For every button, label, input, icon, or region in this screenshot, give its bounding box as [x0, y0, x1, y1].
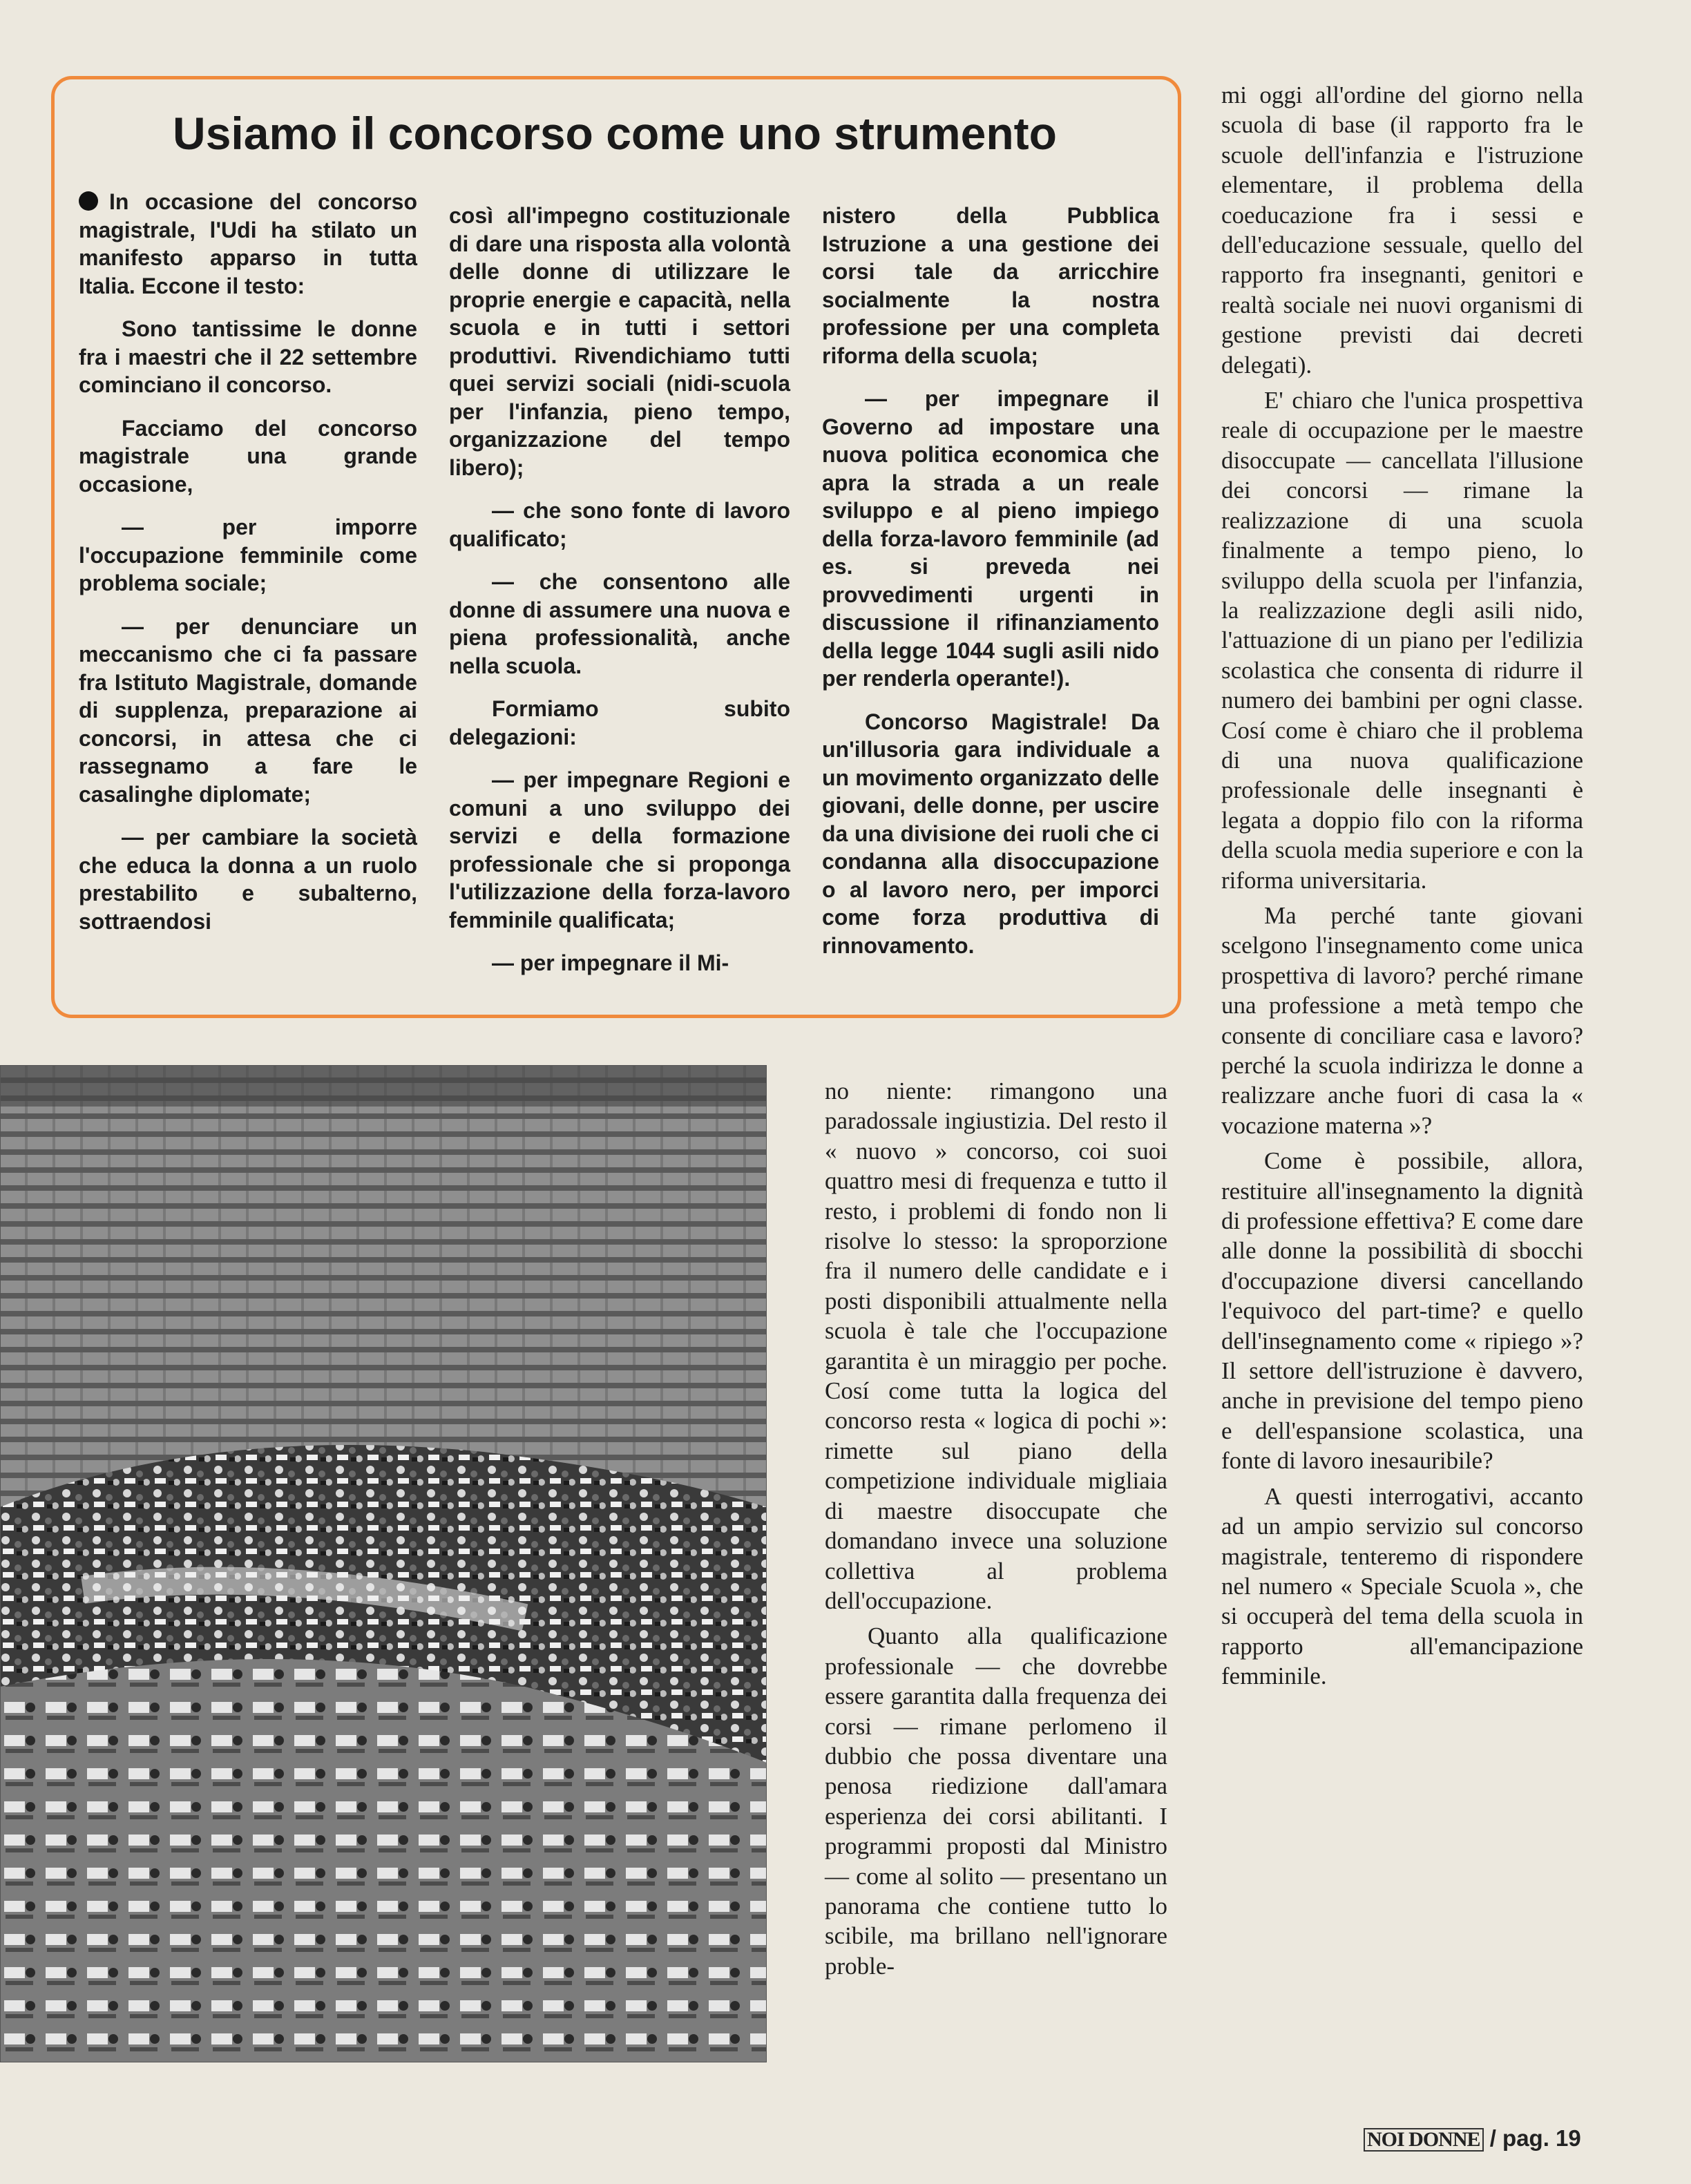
manifesto-paragraph: così all'impegno costituzionale di dare una risposta alla volontà delle donne di utilizzare le proprie energie e capacità, nella scuola e in tutti i settori produttivi. Rivendichiamo tutti quei servizi sociali (nidi-scuola per l'infanzia, pieno tempo, organizzazione del tempo libero);	[449, 203, 790, 480]
footer-separator: /	[1489, 2125, 1496, 2151]
manifesto-column-2	[449, 202, 790, 993]
manifesto-paragraph: nistero della Pubblica Istruzione a una gestione dei corsi tale da arricchire socialmente la nostra professione per una completa riforma della scuola;	[822, 203, 1159, 368]
manifesto-paragraph: Facciamo del concorso magistrale una grande occasione,	[79, 415, 417, 497]
page-footer	[1364, 2125, 1691, 2152]
manifesto-paragraph: Formiamo subito delegazioni:	[449, 696, 790, 749]
magazine-logo: NOI DONNE	[1364, 2128, 1484, 2152]
manifesto-paragraph: Sono tantissime le donne fra i maestri che il 22 settembre cominciano il concorso.	[79, 316, 417, 397]
manifesto-paragraph: — che sono fonte di lavoro qualificato;	[449, 498, 790, 551]
manifesto-paragraph: — per imporre l'occupazione femminile come problema sociale;	[79, 515, 417, 595]
manifesto-column-3	[822, 202, 1159, 975]
manifesto-paragraph: — che consentono alle donne di assumere una nuova e piena professionalità, anche nella scuola.	[449, 569, 790, 678]
manifesto-paragraph: — per cambiare la società che educa la donna a un ruolo prestabilito e subalterno, sottraendosi	[79, 825, 417, 934]
manifesto-paragraph: In occasione del concorso magistrale, l'Udi ha stilato un manifesto apparso in tutta Italia. Eccone il testo:	[79, 189, 417, 298]
arena-photo	[0, 1065, 767, 2062]
manifesto-paragraph: — per denunciare un meccanismo che ci fa passare fra Istituto Magistrale, domande di supplenza, preparazione ai concorsi, in attesa che ci rassegnamo a fare le casalinghe diplomate;	[79, 613, 417, 807]
article-paragraph: Ma perché tante giovani scelgono l'insegnamento come unica prospettiva di lavoro? perché rimane una professione a metà tempo che consente di conciliare casa e lavoro? perché la scuola indirizza le donne a realizzare anche fuori di casa la « vocazione materna »?	[1221, 901, 1583, 1139]
article-paragraph: E' chiaro che l'unica prospettiva reale di occupazione per le maestre disoccupate — cancellata l'illusione dei concorsi — rimane la realizzazione di una scuola finalmente a tempo pieno, lo sviluppo della scuola per l'infanzia, la realizzazione degli asili nido, l'attuazione di un piano per l'edilizia scolastica che consenta di ridurre il numero dei bambini per ogni classe. Cosí come è chiaro che il problema di una nuova qualificazione professionale delle insegnanti è legata a doppio filo con la riforma della scuola media superiore e con la riforma universitaria.	[1221, 387, 1583, 894]
manifesto-paragraph: — per impegnare Regioni e comuni a uno sviluppo dei servizi e della formazione professionale che si proponga l'utilizzazione della forza-lavoro femminile qualificata;	[449, 767, 790, 932]
article-paragraph: Come è possibile, allora, restituire all'insegnamento la dignità di professione effettiva? E come dare alle donne la possibilità di sbocchi d'occupazione diversi cancellando l'equivoco del part-time? e quello dell'insegnamento come « ripiego »? Il settore dell'istruzione è davvero, anche in previsione del tempo pieno e dell'espansione scolastica, una fonte di lavoro inesauribile?	[1221, 1147, 1583, 1475]
headline: Usiamo il concorso come uno strumento	[173, 108, 1057, 159]
bullet-icon	[79, 191, 98, 211]
article-column-right	[1221, 80, 1583, 1697]
manifesto-column-1	[79, 188, 417, 950]
article-column-middle	[825, 1076, 1167, 1986]
article-paragraph: A questi interrogativi, accanto ad un ampio servizio sul concorso magistrale, tenteremo di rispondere nel numero « Speciale Scuola », che si occuperà del tema della scuola in rapporto all'emancipazione femminile.	[1221, 1482, 1583, 1690]
page-number: pag. 19	[1502, 2125, 1581, 2151]
article-paragraph: Quanto alla qualificazione professionale — che dovrebbe essere garantita dalla frequenza dei corsi — rimane perlomeno il dubbio che possa diventare una penosa riedizione dall'amara esperienza dei corsi abilitanti. I programmi proposti dal Ministro — come al solito — presentano un panorama che contiene tutto lo scibile, ma brillano nell'ignorare proble-	[825, 1622, 1167, 1980]
manifesto-paragraph: Concorso Magistrale! Da un'illusoria gara individuale a un movimento organizzato delle giovani, delle donne, per uscire da una divisione dei ruoli che ci condanna alla disoccupazione o al lavoro nero, per imporci come forza produttiva di rinnovamento.	[822, 709, 1159, 958]
article-paragraph: no niente: rimangono una paradossale ingiustizia. Del resto il « nuovo » concorso, coi suoi quattro mesi di frequenza e tutto il resto, i problemi di fondo non li risolve lo stesso: la sproporzione fra il numero delle candidate e i posti disponibili attualmente nella scuola è tale che l'occupazione garantita è un miraggio per poche. Cosí come tutta la logica del concorso resta « logica di pochi »: rimette sul piano della competizione individuale migliaia di maestre disoccupate che domandano invece una soluzione collettiva al problema dell'occupazione.	[825, 1077, 1167, 1614]
article-paragraph: mi oggi all'ordine del giorno nella scuola di base (il rapporto fra le scuole dell'infanzia e l'istruzione elementare, il problema della coeducazione fra i sessi e dell'educazione sessuale, quello del rapporto fra insegnanti, genitori e realtà sociale nei nuovi organismi di gestione previsti dai decreti delegati).	[1221, 82, 1583, 379]
manifesto-paragraph: — per impegnare il Governo ad impostare una nuova politica economica che apra la strada a un reale sviluppo e al pieno impiego della forza-lavoro femminile (ad es. si preveda nei provvedimenti urgenti in discussione il rifinanziamento della legge 1044 sugli asili nido per renderla operante!).	[822, 386, 1159, 691]
manifesto-paragraph: — per impegnare il Mi-	[492, 950, 729, 975]
